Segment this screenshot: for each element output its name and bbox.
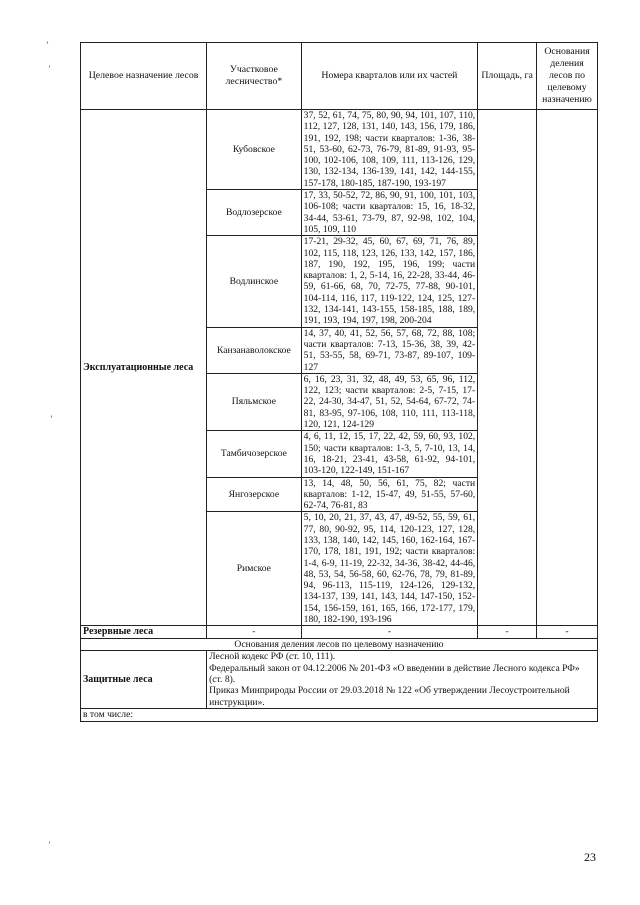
section-heading: Основания деления лесов по целевому назначению	[81, 638, 598, 650]
district-name: Пяльмское	[207, 373, 302, 430]
table-header-row	[81, 43, 598, 110]
district-name: Кубовское	[207, 110, 302, 190]
quarter-list: 13, 14, 48, 50, 56, 61, 75, 82; части кварталов: 1-12, 15-47, 49, 51-55, 57-60, 62-74, 76-81, 83	[301, 477, 478, 512]
scan-speck: ’	[46, 40, 49, 50]
quarter-list: 14, 37, 40, 41, 52, 56, 57, 68, 72, 88, 108; части кварталов: 7-13, 15-36, 38, 39, 42-51, 53-55, 58, 69-71, 73-87, 89-107, 109-127	[301, 327, 478, 373]
protective-basis-cell	[207, 651, 598, 709]
scan-speck: ’	[48, 840, 51, 850]
table-row-protective	[81, 651, 598, 709]
header-purpose: Целевое назначение лесов	[81, 43, 207, 110]
page-number: 23	[584, 850, 596, 864]
header-area: Площадь, га	[478, 43, 537, 110]
scan-speck: ’	[48, 64, 51, 74]
reserve-district: -	[207, 626, 302, 638]
quarter-list: 17-21, 29-32, 45, 60, 67, 69, 71, 76, 89, 102, 115, 118, 123, 126, 133, 142, 157, 186, 187, 190, 192, 195, 196, 199; части кварталов: 1, 2, 5-14, 16, 22-28, 33-44, 46-59, 61-66, 68, 70, 72-75, 77-88, 90-101, 104-114, 116, 117, 119-122, 124, 125, 127-132, 134-141, 143-155, 158-185, 188, 189, 191, 193, 194, 197, 198, 200-204	[301, 236, 478, 327]
quarter-list: 17, 33, 50-52, 72, 86, 90, 91, 100, 101, 103, 106-108; части кварталов: 15, 16, 18-32, 34-44, 53-61, 73-79, 87, 92-98, 102, 104, 105, 109, 110	[301, 190, 478, 236]
table-row	[81, 110, 598, 190]
header-basis: Основания деления лесов по целевому назначению	[537, 43, 598, 110]
district-name: Водлозерское	[207, 190, 302, 236]
district-name: Тамбичозерское	[207, 431, 302, 477]
scan-speck: ’	[50, 414, 53, 424]
area-cell	[478, 110, 537, 626]
quarter-list: 5, 10, 20, 21, 37, 43, 47, 49-52, 55, 59, 61, 77, 80, 90-92, 95, 114, 120-123, 127, 128, 133, 138, 140, 142, 145, 160, 162-164, 167-170, 178, 181, 191, 192; части кварталов: 1-4, 6-9, 11-19, 22-32, 34-36, 38-42, 44-46, 48, 53, 54, 56-58, 60, 62-76, 78, 79, 81-89, 94, 96-113, 115-119, 124-126, 129-132, 134-137, 139, 141, 143, 144, 147-150, 152-154, 156-159, 161, 165, 166, 172-177, 179, 180, 182-190, 193-196	[301, 512, 478, 626]
basis-line: Федеральный закон от 04.12.2006 № 201-ФЗ «О введении в действие Лесного кодекса РФ» (ст. 8).	[209, 662, 580, 685]
table-row-including	[81, 709, 598, 721]
district-name: Римское	[207, 512, 302, 626]
quarter-list: 6, 16, 23, 31, 32, 48, 49, 53, 65, 96, 112, 122, 123; части кварталов: 2-5, 7-15, 17-22, 24-30, 34-47, 51, 52, 54-64, 67-72, 74-81, 83-95, 97-106, 108, 110, 111, 113-118, 120, 121, 124-129	[301, 373, 478, 430]
reserve-quarters: -	[301, 626, 478, 638]
category-operational: Эксплуатационные леса	[81, 110, 207, 626]
including-label: в том числе:	[81, 709, 598, 721]
reserve-basis: -	[537, 626, 598, 638]
table-row-reserve	[81, 626, 598, 638]
forest-division-table	[80, 42, 598, 722]
basis-line: Приказ Минприроды России от 29.03.2018 № 122 «Об утверждении Лесоустроительной инструкции».	[209, 685, 570, 708]
quarter-list: 4, 6, 11, 12, 15, 17, 22, 42, 59, 60, 93, 102, 150; части кварталов: 1-3, 5, 7-10, 13, 14, 16, 18-21, 23-41, 43-58, 61-92, 94-101, 103-120, 122-149, 151-167	[301, 431, 478, 477]
basis-line: Лесной кодекс РФ (ст. 10, 111).	[209, 651, 336, 663]
section-heading-row	[81, 638, 598, 650]
category-reserve: Резервные леса	[81, 626, 207, 638]
district-name: Водлинское	[207, 236, 302, 327]
header-district: Участковое лесничество*	[207, 43, 302, 110]
basis-cell	[537, 110, 598, 626]
district-name: Канзанаволокское	[207, 327, 302, 373]
header-quarters: Номера кварталов или их частей	[301, 43, 478, 110]
quarter-list: 37, 52, 61, 74, 75, 80, 90, 94, 101, 107, 110, 112, 127, 128, 131, 140, 143, 156, 179, 186, 191, 192, 198; части кварталов: 1-36, 38-51, 53-60, 62-73, 76-79, 81-89, 91-93, 95-100, 102-106, 108, 109, 111, 113-126, 129, 130, 132-134, 136-139, 141, 142, 144-155, 157-178, 180-185, 187-190, 193-197	[301, 110, 478, 190]
district-name: Янгозерское	[207, 477, 302, 512]
category-protective: Защитные леса	[81, 651, 207, 709]
reserve-area: -	[478, 626, 537, 638]
